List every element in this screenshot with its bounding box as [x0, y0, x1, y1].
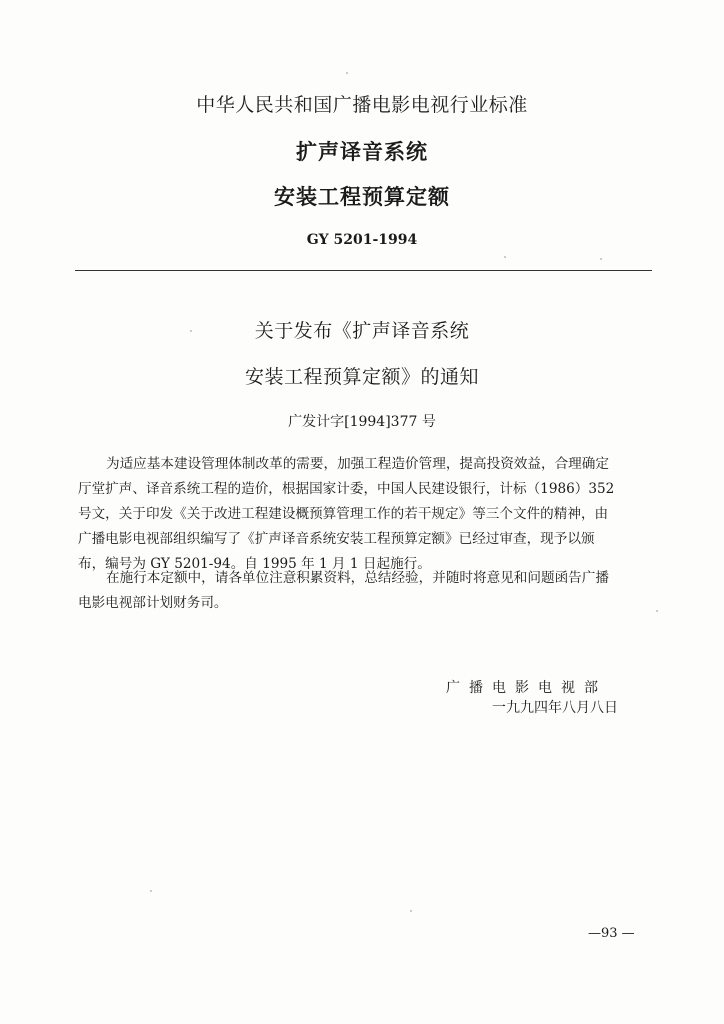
issue-date: 一九九四年八月八日 [492, 700, 618, 716]
scan-speck [504, 256, 506, 258]
notice-paragraph-1 [78, 452, 654, 577]
issuing-authority: 广播电影电视部 [446, 680, 607, 696]
scan-speck [190, 330, 192, 332]
paragraph-line: 为适应基本建设管理体制改革的需要，加强工程造价管理，提高投资效益，合理确定 [106, 456, 609, 472]
paragraph-line: 在施行本定额中，请各单位注意积累资料，总结经验，并随时将意见和问题函告广播 [106, 570, 609, 586]
notice-title-line2: 安装工程预算定额》的通知 [244, 366, 479, 388]
document-number: 广发计字[1994]377 号 [288, 414, 436, 430]
scan-speck [656, 610, 658, 612]
paragraph-line: 电影电视部计划财务司。 [78, 595, 228, 611]
standard-code: GY 5201-1994 [306, 232, 418, 248]
paragraph-line: 号文，关于印发《关于改进工程建设概预算管理工作的若干规定》等三个文件的精神，由 [78, 506, 609, 522]
paragraph-line: 布，编号为 GY 5201-94。自 1995 年 1 月 1 日起施行。 [78, 556, 431, 572]
paragraph-line: 广播电影电视部组织编写了《扩声译音系统安装工程预算定额》已经过审查，现予以颁 [78, 531, 595, 547]
standard-category-line: 中华人民共和国广播电影电视行业标准 [196, 94, 528, 116]
notice-title-line1: 关于发布《扩声译音系统 [254, 320, 470, 342]
paragraph-line: 厅堂扩声、译音系统工程的造价，根据国家计委，中国人民建设银行，计标（1986）352 [78, 481, 615, 497]
scan-speck [346, 72, 348, 74]
standard-title-line2: 安装工程预算定额 [274, 184, 450, 209]
scan-speck [410, 910, 412, 912]
page-number: —93 — [588, 926, 635, 941]
header-divider [75, 270, 652, 271]
scan-speck [150, 890, 152, 892]
notice-paragraph-2 [78, 566, 654, 616]
scan-speck [600, 258, 602, 260]
standard-title-line1: 扩声译音系统 [296, 139, 428, 164]
